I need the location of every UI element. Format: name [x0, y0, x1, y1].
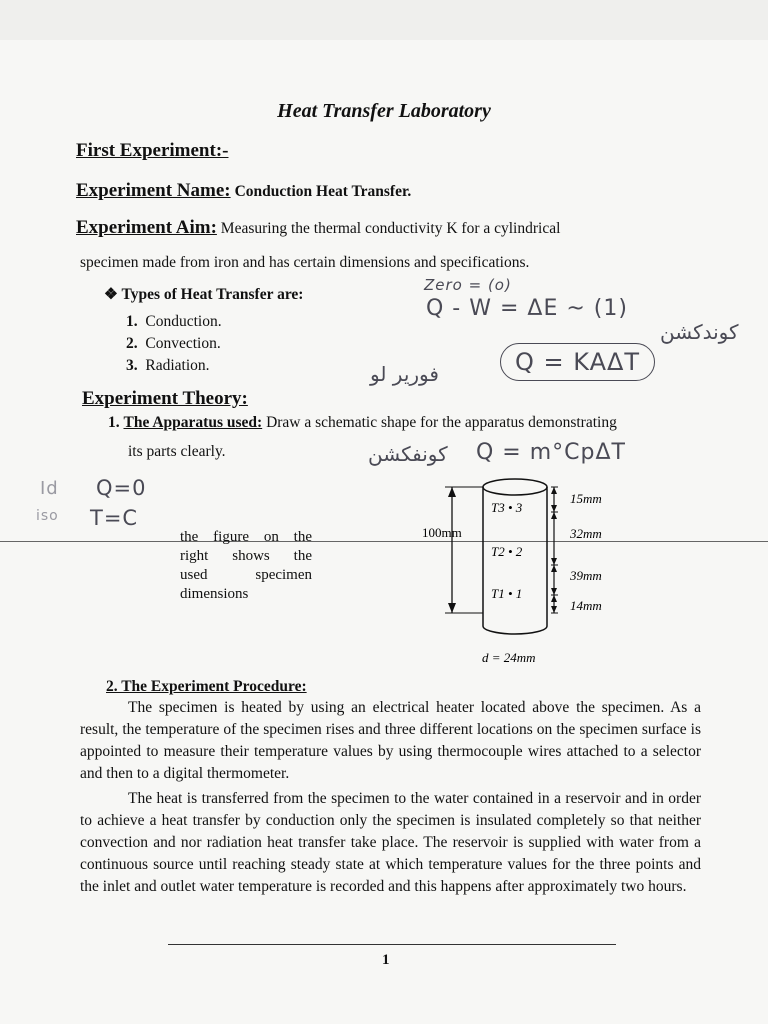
cylinder-bottom	[483, 626, 547, 634]
experiment-aim-row	[76, 217, 692, 240]
types-heading: Types of Heat Transfer are:	[121, 286, 304, 303]
handwritten-note: فورير لو	[370, 362, 439, 386]
cylinder-top	[483, 479, 547, 495]
types-heading-row	[104, 284, 303, 306]
handwritten-note: iso	[36, 508, 59, 524]
list-item: 2. Convection.	[126, 335, 221, 352]
handwritten-note: Zero = (o)	[424, 276, 512, 294]
experiment-name-row	[76, 180, 411, 202]
apparatus-label: The Apparatus used:	[123, 414, 263, 431]
segment-label: 15mm	[570, 491, 602, 506]
handwritten-note: كوندكشن	[660, 320, 739, 344]
experiment-aim-label: Experiment Aim:	[76, 217, 217, 238]
specimen-diagram	[410, 470, 630, 670]
apparatus-text: Draw a schematic shape for the apparatus demonstrating	[266, 414, 617, 431]
first-experiment-heading: First Experiment:-	[76, 140, 229, 161]
experiment-name-value: Conduction Heat Transfer.	[234, 183, 412, 200]
handwritten-equation: Q = KAΔT	[500, 343, 655, 381]
handwritten-equation: Q=0	[96, 476, 147, 500]
page-number: 1	[382, 952, 390, 968]
total-length-label: 100mm	[422, 525, 462, 540]
footer-rule	[168, 944, 616, 945]
list-item: 1. Conduction.	[126, 313, 222, 330]
diamond-bullet-icon: ❖	[104, 286, 118, 303]
diameter-label: d = 24mm	[482, 650, 536, 665]
types-list	[126, 311, 222, 377]
apparatus-row: 1. The Apparatus used: Draw a schematic shape for the apparatus demonstrating	[108, 414, 617, 431]
apparatus-text-line2: its parts clearly.	[128, 443, 226, 460]
list-item: 3. Radiation.	[126, 357, 210, 374]
handwritten-equation: T=C	[90, 506, 139, 530]
handwritten-note: Id	[40, 478, 59, 499]
experiment-theory-heading: Experiment Theory:	[82, 388, 248, 409]
page-divider-line	[0, 541, 768, 542]
segment-label: 39mm	[570, 568, 602, 583]
experiment-aim-line2: specimen made from iron and has certain dimensions and specifications.	[80, 254, 530, 271]
page-title: Heat Transfer Laboratory	[277, 100, 491, 122]
segment-label: 32mm	[570, 526, 602, 541]
point-label-t3: T3 • 3	[491, 500, 523, 515]
experiment-name-label: Experiment Name:	[76, 180, 231, 201]
procedure-paragraph-1: The specimen is heated by using an electrical heater located above the specimen. As a result, the temperature of the specimen rises and three different locations on the specimen surface is appointed to measure their temperature values by using thermocouple wires attached to a selector and then to a digital thermometer.	[80, 699, 701, 782]
experiment-aim-line1: Measuring the thermal conductivity K for a cylindrical	[220, 220, 561, 237]
point-label-t2: T2 • 2	[491, 544, 523, 559]
point-label-t1: T1 • 1	[491, 586, 523, 601]
handwritten-equation: Q - W = ΔE ~ (1)	[426, 296, 628, 321]
procedure-paragraph-2: The heat is transferred from the specimen to the water contained in a reservoir and in order to achieve a heat transfer by conduction only the specimen is insulated completely so that neither convection and nor radiation heat transfer take place. The reservoir is supplied with water from a continuous source until reaching steady state at which temperature values for the three points and the inlet and outlet water temperature is recorded and this happens after approximately two hours.	[80, 790, 701, 895]
segment-label: 14mm	[570, 598, 602, 613]
handwritten-equation: Q = m°CpΔT	[476, 440, 626, 465]
handwritten-note: كونفكشن	[368, 442, 448, 466]
procedure-heading: 2. The Experiment Procedure:	[106, 678, 307, 695]
figure-caption: the figure on the right shows the used specimen dimensions	[180, 529, 312, 602]
